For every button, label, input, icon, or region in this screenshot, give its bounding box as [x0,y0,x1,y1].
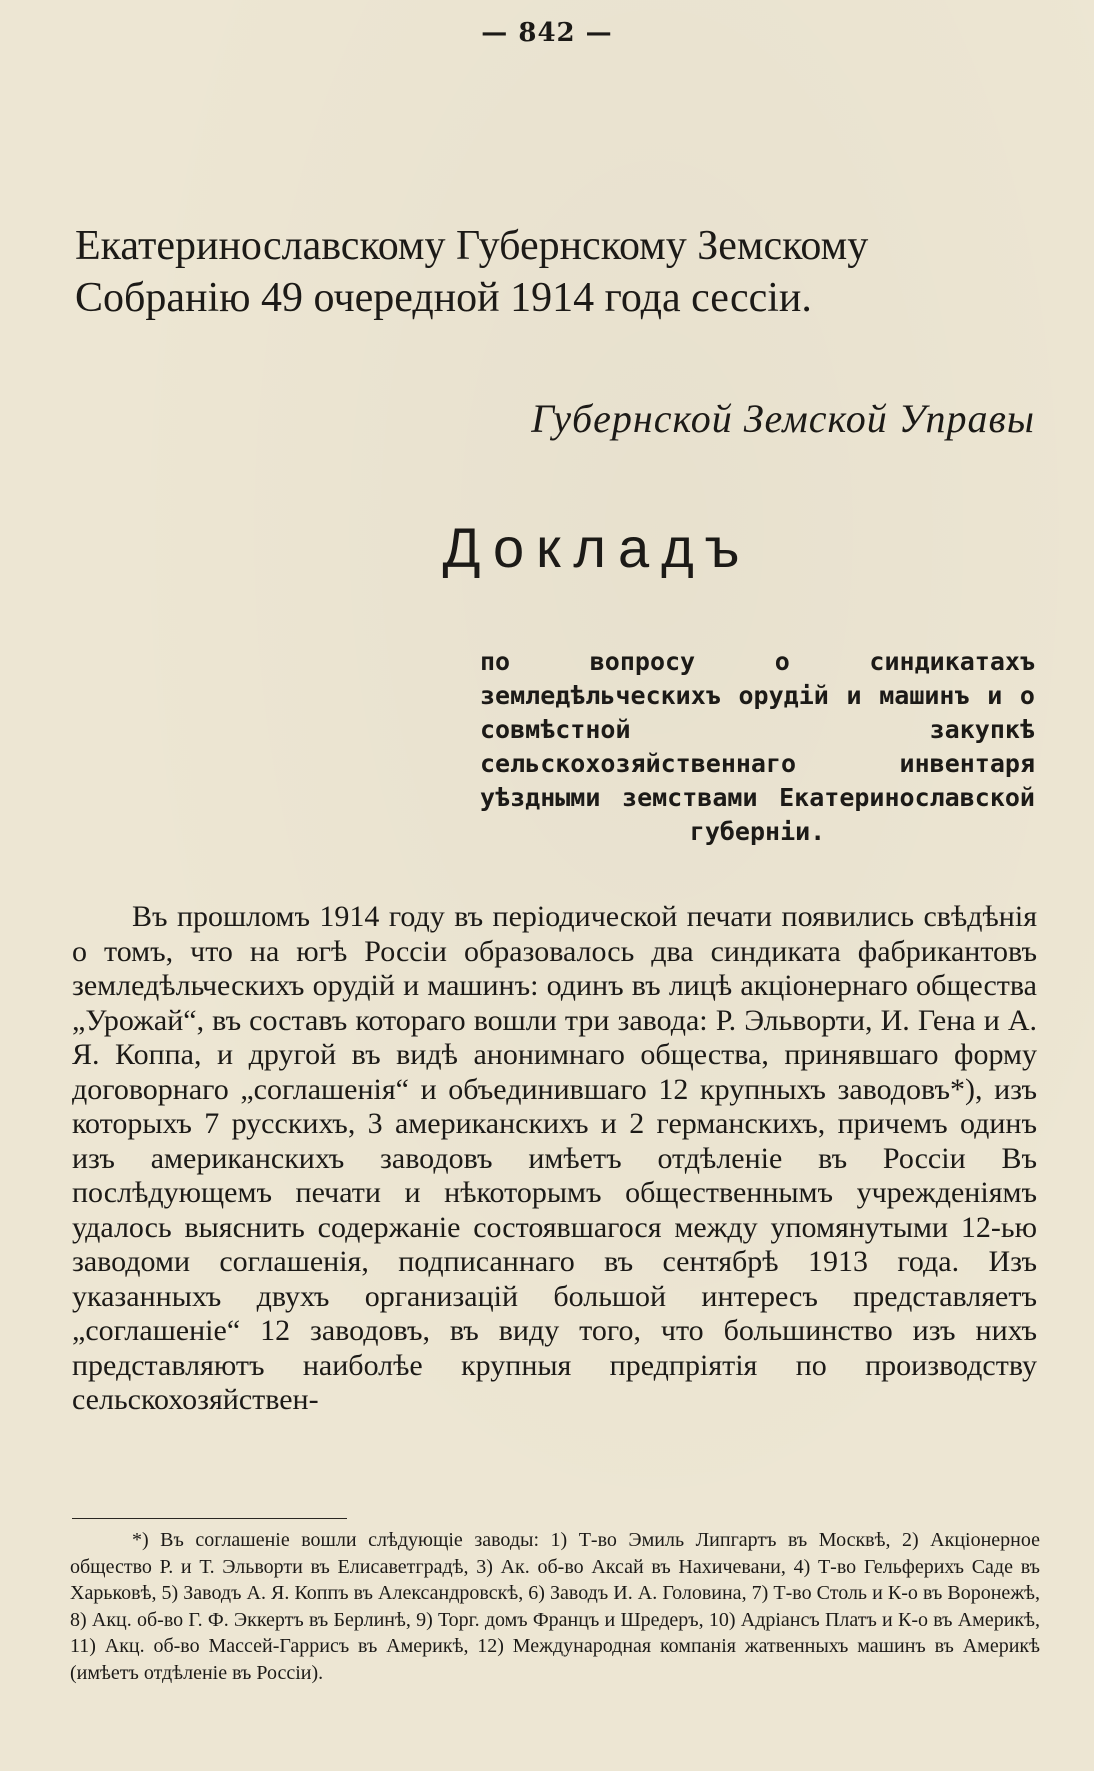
issuer-signature: Губернской Земской Управы [531,396,1035,441]
footnote: *) Въ соглашеніе вошли слѣдующіе заводы: 1) Т-во Эмиль Липгартъ въ Москвѣ, 2) Акціонерное общество Р. и Т. Эльворти въ Елисаветградѣ, 3) Ак. об-во Аксай въ Нахичевани, 4) Т-во Гельферихъ Саде въ Харьковѣ, 5) Заводъ А. Я. Коппъ въ Александровскѣ, 6) Заводъ И. А. Головина, 7) Т-во Столь и К-о въ Воронежѣ, 8) Акц. об-во Г. Ф. Эккертъ въ Берлинѣ, 9) Торг. домъ Францъ и Шредеръ, 10) Адріансъ Платъ и К-о въ Америкѣ, 11) Акц. об-во Массей-Гаррисъ въ Америкѣ, 12) Международная компанія жатвенныхъ машинъ въ Америкѣ (имѣетъ отдѣленіе въ Россіи). [70,1529,1040,1684]
document-title: Докладъ [442,516,752,579]
body-paragraph: Въ прошломъ 1914 году въ періодической печати появились свѣдѣнія о томъ, что на югѣ Россіи образовалось два синдиката фабрикантовъ земледѣльческихъ орудій и машинъ: одинъ въ лицѣ акціонернаго общества „Урожай“, въ составъ котораго вошли три завода: Р. Эльворти, И. Гена и А. Я. Коппа, и другой въ видѣ анонимнаго общества, принявшаго форму договорнаго „соглашенія“ и объединившаго 12 крупныхъ заводовъ*), изъ которыхъ 7 русскихъ, 3 американскихъ и 2 германскихъ, причемъ одинъ изъ американскихъ заводовъ имѣетъ отдѣленіе въ Россіи Въ послѣдующемъ печати и нѣкоторымъ общественнымъ учрежденіямъ удалось выяснить содержаніе состоявшагося между упомянутыми 12-ью заводоми соглашенія, подписаннаго въ сентябрѣ 1913 года. Изъ указанныхъ двухъ организацій большой интересъ представляетъ „соглашеніе“ 12 заводовъ, въ виду того, что большинство изъ нихъ представляютъ наиболѣе крупныя предпріятія по производству сельскохозяйствен- [72,900,1037,1416]
page-number: — 842 — [481,18,613,48]
document-subject: по вопросу о синдикатахъ земледѣльческихъ орудій и машинъ и о совмѣстной закупкѣ сельскохозяйственнаго инвентаря уѣздными земствами Екатеринославской губерніи. [480,647,1035,846]
footnote-divider [72,1518,347,1519]
addressee-line-2: Собранію 49 очередной 1914 года сессіи. [75,275,812,321]
addressee-line-1: Екатеринославскому Губернскому Земскому [75,223,869,269]
addressee-heading [75,220,1035,324]
